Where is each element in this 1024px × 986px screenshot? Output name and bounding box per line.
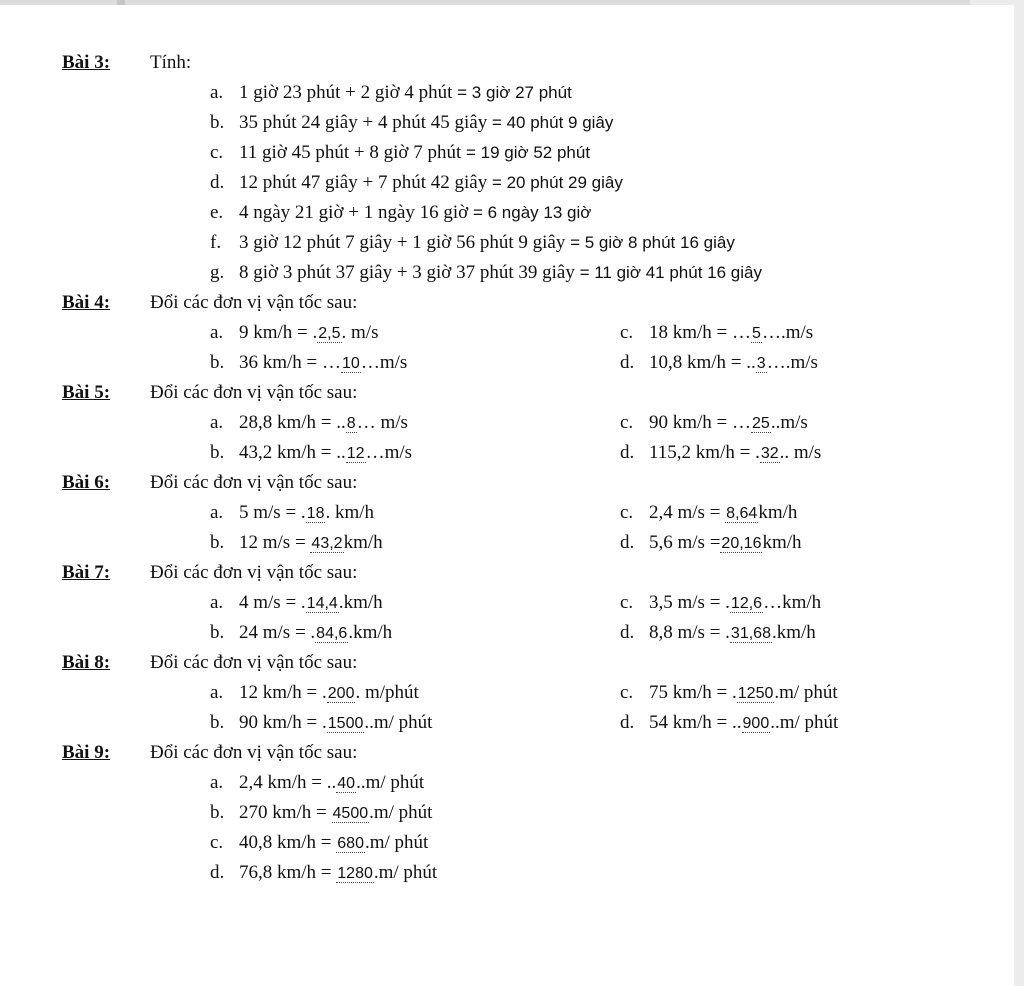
item-letter: b. [210, 442, 225, 463]
answer-blank: 5 [752, 325, 761, 342]
answer-blank: 1280 [337, 865, 373, 882]
list-item [620, 318, 813, 348]
item-prefix: 2,4 m/s = [649, 502, 726, 523]
answer-blank: 32 [760, 445, 779, 462]
list-item [0, 858, 1014, 888]
list-item [620, 708, 838, 738]
item-answer: = 3 giờ 27 phút [452, 83, 572, 102]
list-item-row [0, 498, 1014, 528]
item-suffix: .m/ phút [364, 832, 429, 853]
item-letter: b. [210, 622, 225, 643]
item-suffix: km/h [758, 502, 798, 523]
item-suffix: ..m/ phút [364, 712, 433, 733]
answer-blank: 1250 [737, 685, 774, 702]
list-item [0, 798, 1014, 828]
item-prefix: 43,2 km/h = .. [239, 442, 346, 463]
item-suffix: .m/ phút [369, 802, 433, 823]
item-prefix: 9 km/h = . [239, 322, 318, 343]
item-prefix: 5 m/s = . [239, 502, 306, 523]
answer-blank: 40 [337, 775, 356, 792]
item-expression: 8 giờ 3 phút 37 giây + 3 giờ 37 phút 39 giây [239, 262, 575, 283]
item-answer: = 19 giờ 52 phút [461, 143, 591, 162]
item-suffix: ….m/s [761, 322, 814, 343]
item-letter: d. [620, 622, 635, 643]
list-item [210, 678, 419, 708]
item-letter: d. [620, 352, 635, 373]
list-item [0, 828, 1014, 858]
list-item-row [0, 438, 1014, 468]
section-title: Tính: [150, 52, 192, 73]
item-expression: 35 phút 24 giây + 4 phút 45 giây [239, 112, 488, 133]
item-letter: a. [210, 502, 224, 523]
answer-blank: 200 [327, 685, 355, 702]
item-prefix: 28,8 km/h = .. [239, 412, 346, 433]
item-letter: b. [210, 352, 225, 373]
item-letter: a. [210, 592, 224, 613]
item-letter: c. [210, 832, 224, 853]
list-item [0, 108, 1014, 138]
list-item-row [0, 588, 1014, 618]
list-item [210, 438, 412, 468]
item-prefix: 90 km/h = . [239, 712, 327, 733]
list-item [620, 438, 821, 468]
answer-blank: 8,64 [726, 505, 758, 522]
item-prefix: 4 m/s = . [239, 592, 306, 613]
item-answer: = 11 giờ 41 phút 16 giây [574, 263, 762, 282]
item-letter: c. [210, 142, 224, 163]
section-bai4-header [0, 288, 1014, 318]
answer-blank: 1500 [327, 715, 364, 732]
item-prefix: 10,8 km/h = .. [649, 352, 756, 373]
answer-blank: 18 [306, 505, 325, 522]
item-suffix: ..m/ phút [770, 712, 839, 733]
list-item [210, 528, 383, 558]
item-letter: a. [210, 322, 224, 343]
section-bai8-header [0, 648, 1014, 678]
item-prefix: 90 km/h = … [649, 412, 752, 433]
answer-blank: 900 [742, 715, 770, 732]
list-item [210, 498, 374, 528]
list-item [620, 678, 838, 708]
list-item [210, 708, 432, 738]
list-item [620, 588, 821, 618]
answer-blank: 4500 [332, 805, 369, 822]
list-item-row [0, 408, 1014, 438]
list-item [0, 198, 1014, 228]
item-prefix: 3,5 m/s = . [649, 592, 730, 613]
item-prefix: 8,8 m/s = . [649, 622, 730, 643]
item-letter: d. [210, 172, 225, 193]
item-suffix: ….m/s [766, 352, 818, 373]
section-bai6-header [0, 468, 1014, 498]
item-expression: 12 phút 47 giây + 7 phút 42 giây [239, 172, 488, 193]
list-item [620, 408, 808, 438]
list-item [0, 258, 1014, 288]
item-suffix: .m/ phút [774, 682, 838, 703]
item-prefix: 54 km/h = .. [649, 712, 742, 733]
item-letter: c. [620, 682, 634, 703]
answer-blank: 680 [337, 835, 364, 852]
item-letter: g. [210, 262, 225, 283]
document-page [0, 5, 1014, 986]
item-suffix: …km/h [763, 592, 822, 613]
section-bai9-header [0, 738, 1014, 768]
list-item-row [0, 318, 1014, 348]
section-label: Bài 9: [62, 742, 111, 763]
answer-blank: 20,16 [721, 535, 762, 552]
list-item-row [0, 708, 1014, 738]
item-answer: = 40 phút 9 giây [487, 113, 614, 132]
item-prefix: 12 km/h = . [239, 682, 327, 703]
answer-blank: 8 [346, 415, 356, 432]
item-suffix: .km/h [338, 592, 383, 613]
item-prefix: 36 km/h = … [239, 352, 342, 373]
list-item-row [0, 678, 1014, 708]
item-letter: a. [210, 772, 224, 793]
list-item [210, 408, 408, 438]
item-letter: a. [210, 412, 224, 433]
item-suffix: . m/phút [355, 682, 419, 703]
section-label: Bài 3: [62, 52, 111, 73]
item-prefix: 270 km/h = [239, 802, 332, 823]
section-title: Đổi các đơn vị vận tốc sau: [150, 292, 358, 313]
item-suffix: …m/s [365, 442, 413, 463]
item-letter: d. [620, 712, 635, 733]
item-suffix: .. m/s [779, 442, 822, 463]
item-expression: 4 ngày 21 giờ + 1 ngày 16 giờ [239, 202, 469, 223]
item-prefix: 76,8 km/h = [239, 862, 337, 883]
item-letter: a. [210, 682, 224, 703]
item-answer: = 6 ngày 13 giờ [468, 203, 592, 222]
list-item [620, 528, 802, 558]
item-answer: = 5 giờ 8 phút 16 giây [565, 233, 735, 252]
item-letter: b. [210, 112, 225, 133]
answer-blank: 2,5 [318, 325, 341, 342]
answer-blank: 3 [756, 355, 766, 372]
item-prefix: 5,6 m/s = [649, 532, 721, 553]
answer-blank: 31,68 [730, 625, 771, 642]
section-label: Bài 4: [62, 292, 111, 313]
item-letter: c. [620, 322, 634, 343]
item-prefix: 24 m/s = . [239, 622, 316, 643]
list-item-row [0, 618, 1014, 648]
item-letter: b. [210, 532, 225, 553]
list-item [620, 618, 816, 648]
item-prefix: 40,8 km/h = [239, 832, 337, 853]
item-letter: d. [210, 862, 225, 883]
item-suffix: . m/s [341, 322, 379, 343]
answer-blank: 12 [346, 445, 365, 462]
section-bai5-header [0, 378, 1014, 408]
item-suffix: .km/h [348, 622, 393, 643]
list-item [0, 78, 1014, 108]
answer-blank: 84,6 [316, 625, 348, 642]
section-label: Bài 8: [62, 652, 111, 673]
item-letter: c. [620, 412, 634, 433]
list-item [210, 348, 407, 378]
item-suffix: … m/s [356, 412, 408, 433]
item-letter: d. [620, 442, 635, 463]
item-letter: c. [620, 502, 634, 523]
item-suffix: km/h [762, 532, 802, 553]
section-label: Bài 7: [62, 562, 111, 583]
answer-blank: 14,4 [306, 595, 338, 612]
item-letter: d. [620, 532, 635, 553]
item-letter: c. [620, 592, 634, 613]
answer-blank: 12,6 [730, 595, 763, 612]
item-prefix: 115,2 km/h = . [649, 442, 760, 463]
list-item [620, 348, 818, 378]
list-item [620, 498, 797, 528]
answer-blank: 25 [752, 415, 770, 432]
list-item [0, 768, 1014, 798]
item-suffix: …m/s [360, 352, 408, 373]
item-suffix: .km/h [771, 622, 816, 643]
list-item [210, 618, 392, 648]
list-item [210, 588, 383, 618]
list-item [0, 168, 1014, 198]
answer-blank: 43,2 [311, 535, 343, 552]
item-expression: 11 giờ 45 phút + 8 giờ 7 phút [239, 142, 462, 163]
section-label: Bài 6: [62, 472, 111, 493]
item-prefix: 12 m/s = [239, 532, 311, 553]
item-suffix: .m/ phút [373, 862, 438, 883]
item-letter: e. [210, 202, 224, 223]
section-label: Bài 5: [62, 382, 111, 403]
item-prefix: 75 km/h = . [649, 682, 737, 703]
section-bai7-header [0, 558, 1014, 588]
section-bai3-header [0, 48, 1014, 78]
item-suffix: ..m/ phút [356, 772, 425, 793]
item-suffix: . km/h [325, 502, 375, 523]
item-prefix: 2,4 km/h = .. [239, 772, 337, 793]
item-letter: a. [210, 82, 224, 103]
list-item [0, 228, 1014, 258]
item-letter: b. [210, 712, 225, 733]
item-prefix: 18 km/h = … [649, 322, 752, 343]
list-item [0, 138, 1014, 168]
item-answer: = 20 phút 29 giây [487, 173, 623, 192]
list-item-row [0, 528, 1014, 558]
section-title: Đổi các đơn vị vận tốc sau: [150, 742, 358, 763]
section-title: Đổi các đơn vị vận tốc sau: [150, 472, 358, 493]
item-expression: 1 giờ 23 phút + 2 giờ 4 phút [239, 82, 453, 103]
item-expression: 3 giờ 12 phút 7 giây + 1 giờ 56 phút 9 giây [239, 232, 566, 253]
section-title: Đổi các đơn vị vận tốc sau: [150, 382, 358, 403]
list-item [210, 318, 378, 348]
list-item-row [0, 348, 1014, 378]
section-title: Đổi các đơn vị vận tốc sau: [150, 652, 358, 673]
item-letter: f. [210, 232, 222, 253]
item-suffix: ..m/s [770, 412, 808, 433]
answer-blank: 10 [342, 355, 360, 372]
item-letter: b. [210, 802, 225, 823]
item-suffix: km/h [343, 532, 383, 553]
section-title: Đổi các đơn vị vận tốc sau: [150, 562, 358, 583]
